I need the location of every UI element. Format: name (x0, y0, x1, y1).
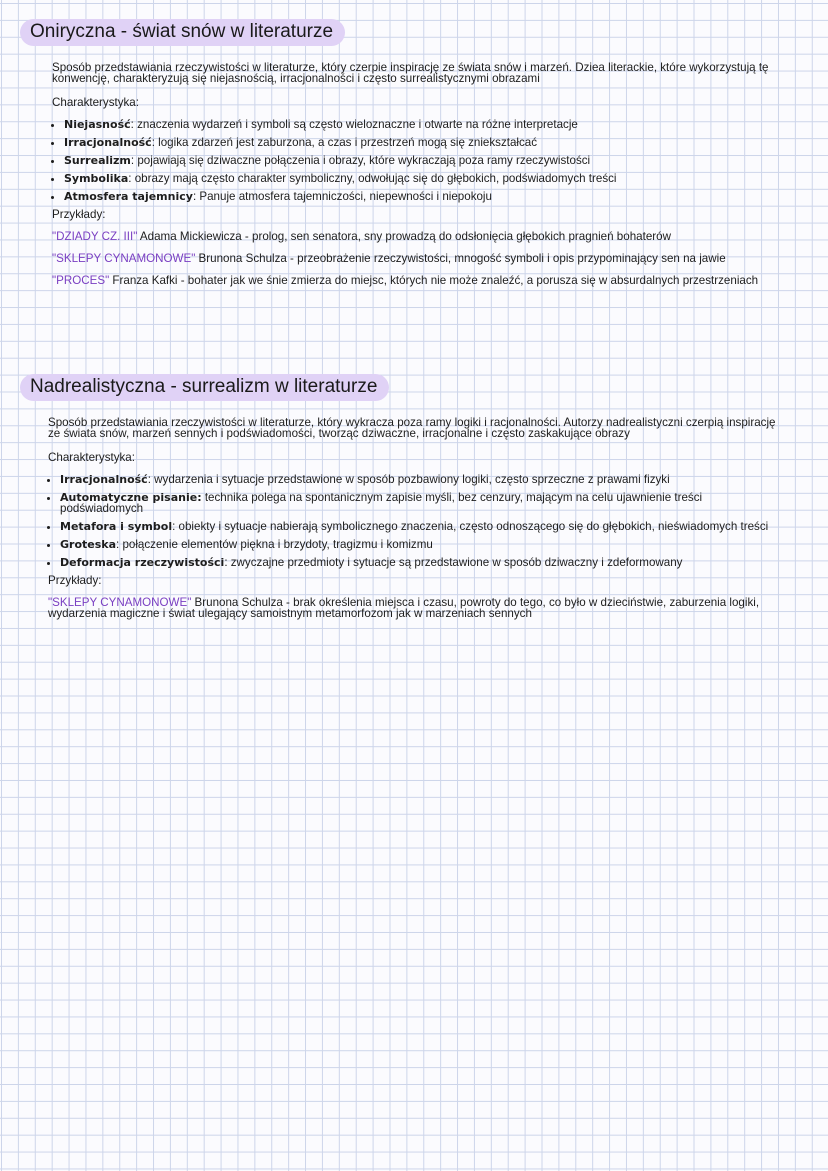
trait-item (60, 539, 788, 550)
section-title: Nadrealistyczna - surrealizm w literaturze (20, 374, 389, 401)
trait-term: Automatyczne pisanie: (60, 491, 202, 504)
section-nadrealistyczna (0, 374, 828, 619)
trait-term: Irracjonalność (64, 136, 152, 149)
trait-term: Atmosfera tajemnicy (64, 190, 193, 203)
example-item (52, 253, 788, 264)
traits-list (52, 119, 788, 202)
intro-paragraph: Sposób przedstawiania rzeczywistości w literaturze, który czerpie inspirację ze świata snów i marzeń. Dziea literackie, które wykorzystują tę konwencję, charakteryzują się niejasnością, irracjonalności i często surrealistycznymi obrazami (52, 61, 769, 85)
example-description: Franza Kafki - bohater jak we śnie zmierza do miejsc, których nie może znaleźć, a porusza się w absurdalnych przestrzeniach (109, 274, 759, 287)
trait-description: technika polega na spontanicznym zapisie myśli, bez cenzury, mającym na celu ujawnienie treści podświadomych (60, 491, 703, 515)
trait-term: Deformacja rzeczywistości (60, 556, 225, 569)
work-title: "DZIADY CZ. III" (52, 230, 138, 243)
example-description: Brunona Schulza - przeobrażenie rzeczywistości, mnogość symboli i opis przypominający sen na jawie (195, 252, 726, 265)
work-title: "SKLEPY CYNAMONOWE" (48, 596, 192, 609)
trait-description: : logika zdarzeń jest zaburzona, a czas i przestrzeń mogą się zniekształcać (151, 136, 538, 149)
trait-item (60, 474, 788, 485)
section-oniryczna (0, 19, 828, 286)
intro-paragraph: Sposób przedstawiania rzeczywistości w literaturze, który wykracza poza ramy logiki i racjonalności. Autorzy nadrealistyczni czerpią inspirację ze świata snów, marzeń sennych i podświadomości, tworząc dziwaczne, irracjonalne i często zaskakujące obrazy (48, 416, 776, 440)
trait-item (64, 173, 788, 184)
trait-description: : połączenie elementów piękna i brzydoty, tragizmu i komizmu (116, 538, 433, 551)
trait-description: : Panuje atmosfera tajemniczości, niepewności i niepokoju (192, 190, 492, 203)
trait-term: Metafora i symbol (60, 520, 173, 533)
example-description: Brunona Schulza - brak określenia miejsca i czasu, powroty do tego, co było w dzieciństwie, zaburzenia logiki, wydarzenia magiczne i świat ulegający samoistnym metamorfozom jak w marzeniach sennych (48, 596, 760, 620)
trait-item (60, 492, 788, 514)
trait-description: : zwyczajne przedmioty i sytuacje są przedstawione w sposób dziwaczny i zdeformowany (224, 556, 683, 569)
section-title: Oniryczna - świat snów w literaturze (20, 19, 345, 46)
trait-item (64, 119, 788, 130)
traits-list (48, 474, 788, 568)
work-title: "PROCES" (52, 274, 110, 287)
example-item (52, 275, 788, 286)
trait-term: Surrealizm (64, 154, 131, 167)
trait-term: Niejasność (64, 118, 131, 131)
trait-description: : obiekty i sytuacje nabierają symbolicznego znaczenia, często odnoszącego się do głębokich, nieświadomych treści (172, 520, 769, 533)
trait-item (60, 521, 788, 532)
trait-item (64, 191, 788, 202)
trait-item (64, 137, 788, 148)
trait-item (60, 557, 788, 568)
example-description: Adama Mickiewicza - prolog, sen senatora, sny prowadzą do odsłonięcia głębokich pragnień bohaterów (137, 230, 671, 243)
characteristics-label: Charakterystyka: (52, 96, 139, 109)
trait-description: : pojawiają się dziwaczne połączenia i obrazy, które wykraczają poza ramy rzeczywistości (130, 154, 591, 167)
examples-label: Przykłady: (48, 574, 102, 587)
characteristics-label: Charakterystyka: (48, 451, 135, 464)
trait-item (64, 155, 788, 166)
trait-term: Groteska (60, 538, 117, 551)
trait-description: : wydarzenia i sytuacje przedstawione w sposób pozbawiony logiki, często sprzeczne z prawami fizyki (147, 473, 670, 486)
work-title: "SKLEPY CYNAMONOWE" (52, 252, 196, 265)
trait-description: : znaczenia wydarzeń i symboli są często wieloznaczne i otwarte na różne interpretacje (130, 118, 578, 131)
example-item (48, 597, 788, 619)
trait-term: Symbolika (64, 172, 129, 185)
trait-description: : obrazy mają często charakter symboliczny, odwołując się do głębokich, podświadomych treści (128, 172, 617, 185)
examples-label: Przykłady: (52, 208, 106, 221)
example-item (52, 231, 788, 242)
trait-term: Irracjonalność (60, 473, 148, 486)
